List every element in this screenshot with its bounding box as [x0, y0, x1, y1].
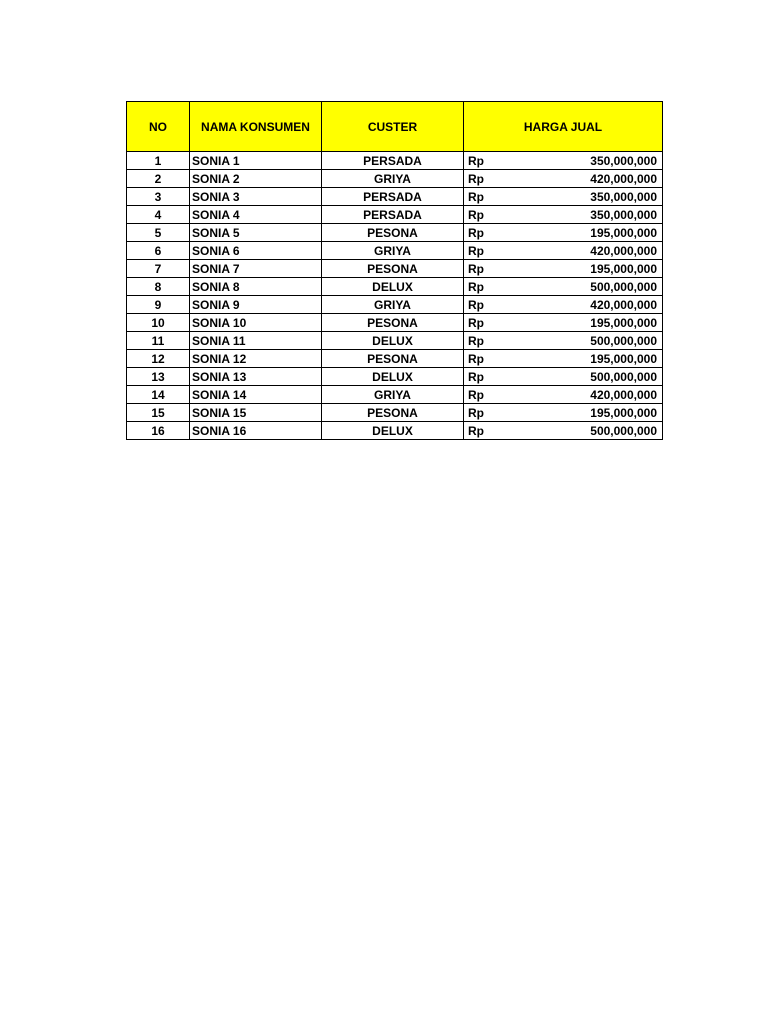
cluster-name: PERSADA	[322, 206, 464, 224]
cluster-name: PERSADA	[322, 152, 464, 170]
header-row	[127, 102, 663, 152]
table-body	[127, 152, 663, 440]
customer-name: SONIA 6	[190, 242, 322, 260]
price-value: 420,000,000	[504, 386, 663, 404]
row-number: 14	[127, 386, 190, 404]
row-number: 11	[127, 332, 190, 350]
currency-label: Rp	[464, 152, 504, 170]
table-row	[127, 188, 663, 206]
customer-name: SONIA 2	[190, 170, 322, 188]
cluster-name: PESONA	[322, 224, 464, 242]
price-value: 420,000,000	[504, 296, 663, 314]
row-number: 3	[127, 188, 190, 206]
price-value: 500,000,000	[504, 278, 663, 296]
header-harga-jual: HARGA JUAL	[464, 102, 663, 152]
header-nama-konsumen: NAMA KONSUMEN	[190, 102, 322, 152]
row-number: 2	[127, 170, 190, 188]
price-value: 350,000,000	[504, 206, 663, 224]
row-number: 6	[127, 242, 190, 260]
price-value: 350,000,000	[504, 152, 663, 170]
table-row	[127, 422, 663, 440]
cluster-name: DELUX	[322, 422, 464, 440]
price-value: 195,000,000	[504, 404, 663, 422]
table-row	[127, 332, 663, 350]
currency-label: Rp	[464, 368, 504, 386]
customer-name: SONIA 1	[190, 152, 322, 170]
table-row	[127, 278, 663, 296]
cluster-name: PESONA	[322, 314, 464, 332]
table-header	[127, 102, 663, 152]
table-row	[127, 152, 663, 170]
cluster-name: PERSADA	[322, 188, 464, 206]
table-row	[127, 242, 663, 260]
price-value: 420,000,000	[504, 170, 663, 188]
price-value: 195,000,000	[504, 260, 663, 278]
currency-label: Rp	[464, 188, 504, 206]
cluster-name: GRIYA	[322, 296, 464, 314]
customer-name: SONIA 14	[190, 386, 322, 404]
cluster-name: GRIYA	[322, 242, 464, 260]
price-value: 195,000,000	[504, 314, 663, 332]
cluster-name: PESONA	[322, 260, 464, 278]
table-row	[127, 170, 663, 188]
table-row	[127, 224, 663, 242]
currency-label: Rp	[464, 386, 504, 404]
currency-label: Rp	[464, 314, 504, 332]
currency-label: Rp	[464, 404, 504, 422]
customer-name: SONIA 7	[190, 260, 322, 278]
cluster-name: PESONA	[322, 350, 464, 368]
customer-name: SONIA 13	[190, 368, 322, 386]
customer-name: SONIA 11	[190, 332, 322, 350]
customer-name: SONIA 3	[190, 188, 322, 206]
row-number: 15	[127, 404, 190, 422]
price-value: 500,000,000	[504, 332, 663, 350]
cluster-name: PESONA	[322, 404, 464, 422]
currency-label: Rp	[464, 350, 504, 368]
row-number: 8	[127, 278, 190, 296]
price-value: 500,000,000	[504, 368, 663, 386]
sales-table	[126, 101, 663, 440]
price-value: 420,000,000	[504, 242, 663, 260]
customer-name: SONIA 8	[190, 278, 322, 296]
table-row	[127, 260, 663, 278]
cluster-name: DELUX	[322, 332, 464, 350]
row-number: 1	[127, 152, 190, 170]
cluster-name: GRIYA	[322, 170, 464, 188]
currency-label: Rp	[464, 170, 504, 188]
customer-name: SONIA 15	[190, 404, 322, 422]
customer-name: SONIA 9	[190, 296, 322, 314]
cluster-name: DELUX	[322, 278, 464, 296]
table-row	[127, 206, 663, 224]
currency-label: Rp	[464, 260, 504, 278]
row-number: 13	[127, 368, 190, 386]
customer-name: SONIA 16	[190, 422, 322, 440]
price-value: 195,000,000	[504, 224, 663, 242]
cluster-name: GRIYA	[322, 386, 464, 404]
table-row	[127, 296, 663, 314]
row-number: 7	[127, 260, 190, 278]
row-number: 10	[127, 314, 190, 332]
row-number: 5	[127, 224, 190, 242]
currency-label: Rp	[464, 296, 504, 314]
header-custer: CUSTER	[322, 102, 464, 152]
row-number: 9	[127, 296, 190, 314]
table-row	[127, 368, 663, 386]
price-value: 195,000,000	[504, 350, 663, 368]
sales-table-container	[126, 101, 662, 440]
currency-label: Rp	[464, 278, 504, 296]
customer-name: SONIA 12	[190, 350, 322, 368]
row-number: 12	[127, 350, 190, 368]
table-row	[127, 314, 663, 332]
customer-name: SONIA 4	[190, 206, 322, 224]
currency-label: Rp	[464, 332, 504, 350]
price-value: 500,000,000	[504, 422, 663, 440]
header-no: NO	[127, 102, 190, 152]
customer-name: SONIA 10	[190, 314, 322, 332]
customer-name: SONIA 5	[190, 224, 322, 242]
row-number: 4	[127, 206, 190, 224]
row-number: 16	[127, 422, 190, 440]
currency-label: Rp	[464, 242, 504, 260]
cluster-name: DELUX	[322, 368, 464, 386]
price-value: 350,000,000	[504, 188, 663, 206]
currency-label: Rp	[464, 206, 504, 224]
table-row	[127, 386, 663, 404]
currency-label: Rp	[464, 224, 504, 242]
table-row	[127, 404, 663, 422]
currency-label: Rp	[464, 422, 504, 440]
table-row	[127, 350, 663, 368]
